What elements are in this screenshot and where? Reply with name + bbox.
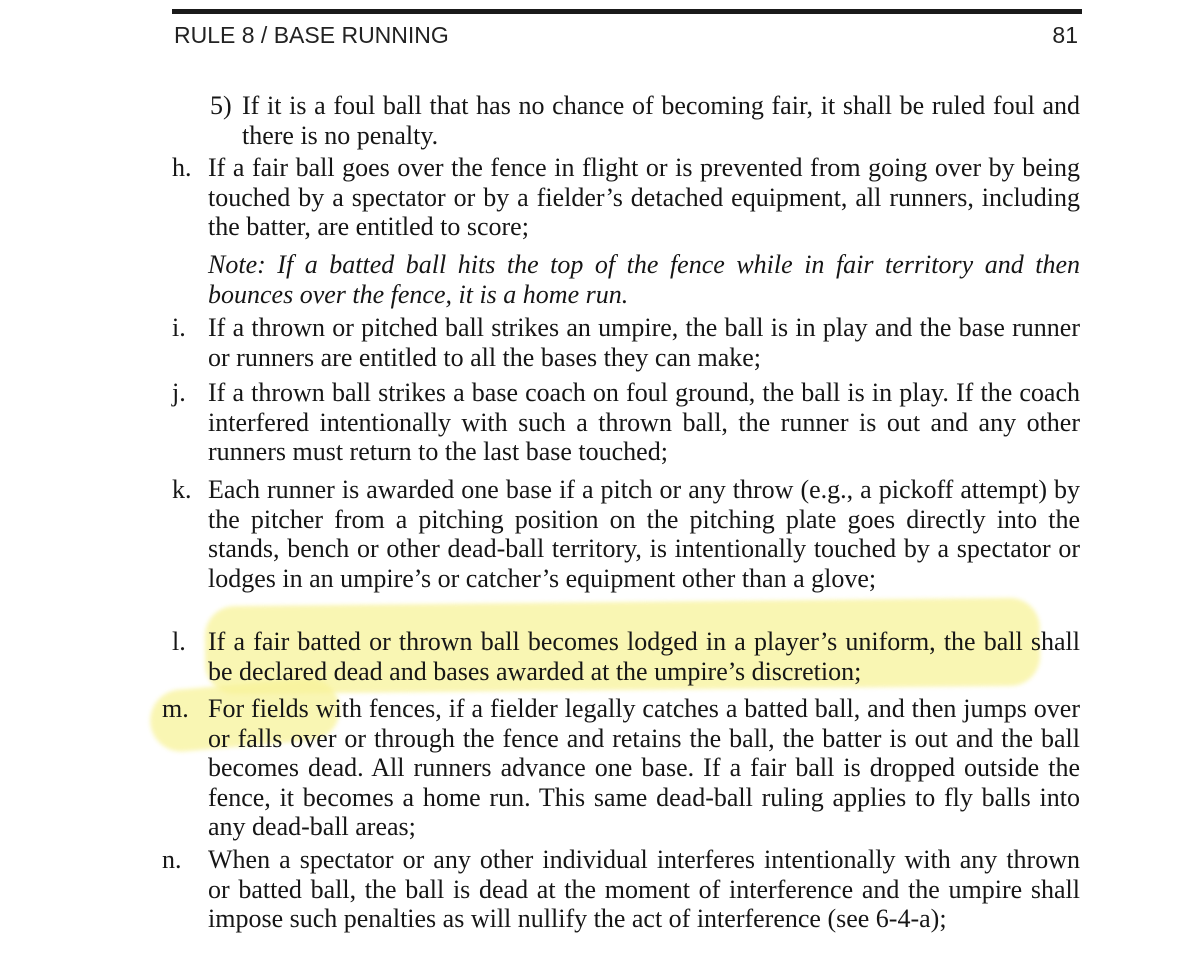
running-head [174, 22, 1078, 54]
item-text: If a fair batted or thrown ball becomes lodged in a player’s uniform, the ball shall be declared dead and bases awarded at the umpire’s discretion; [208, 627, 1080, 686]
rule-note: Note: If a batted ball hits the top of the fence while in fair territory and then bounces over the fence, it is a home run. [208, 250, 1080, 309]
item-text: For fields with fences, if a fielder legally catches a batted ball, and then jumps over or falls over or through the fence and retains the ball, the batter is out and the ball becomes dead. All runners advance one base. If a fair ball is dropped outside the fence, it becomes a home run. This same dead-ball ruling applies to fly balls into any dead-ball areas; [208, 694, 1080, 841]
item-text: When a spectator or any other individual interferes intentionally with any thrown or batted ball, the ball is dead at the moment of interference and the umpire shall impose such penalties as will nullify the act of interference (see 6-4-a); [208, 845, 1080, 933]
item-marker: l. [172, 627, 186, 656]
item-text: If it is a foul ball that has no chance of becoming fair, it shall be ruled foul and there is no penalty. [242, 91, 1080, 150]
item-marker: k. [172, 475, 192, 504]
page-number: 81 [1052, 22, 1078, 48]
item-text: If a fair ball goes over the fence in flight or is prevented from going over by being touched by a spectator or by a fielder’s detached equipment, all runners, including the batter, are entitled to score; [208, 153, 1080, 241]
chapter-title: RULE 8 / BASE RUNNING [174, 22, 449, 48]
item-marker: n. [162, 845, 182, 874]
item-marker: i. [172, 313, 186, 342]
item-marker: j. [172, 378, 186, 407]
item-marker: 5) [210, 91, 232, 120]
header-rule [172, 9, 1082, 14]
item-marker: m. [162, 694, 189, 723]
item-marker: h. [172, 153, 192, 182]
item-text: If a thrown or pitched ball strikes an umpire, the ball is in play and the base runner or runners are entitled to all the bases they can make; [208, 313, 1080, 372]
item-text: If a thrown ball strikes a base coach on foul ground, the ball is in play. If the coach interfered intentionally with such a thrown ball, the runner is out and any other runners must return to the last base touched; [208, 378, 1080, 466]
item-text: Each runner is awarded one base if a pitch or any throw (e.g., a pickoff attempt) by the pitcher from a pitching position on the pitching plate goes directly into the stands, bench or other dead-ball territory, is intentionally touched by a spectator or lodges in an umpire’s or catcher’s equipment other than a glove; [208, 475, 1080, 593]
